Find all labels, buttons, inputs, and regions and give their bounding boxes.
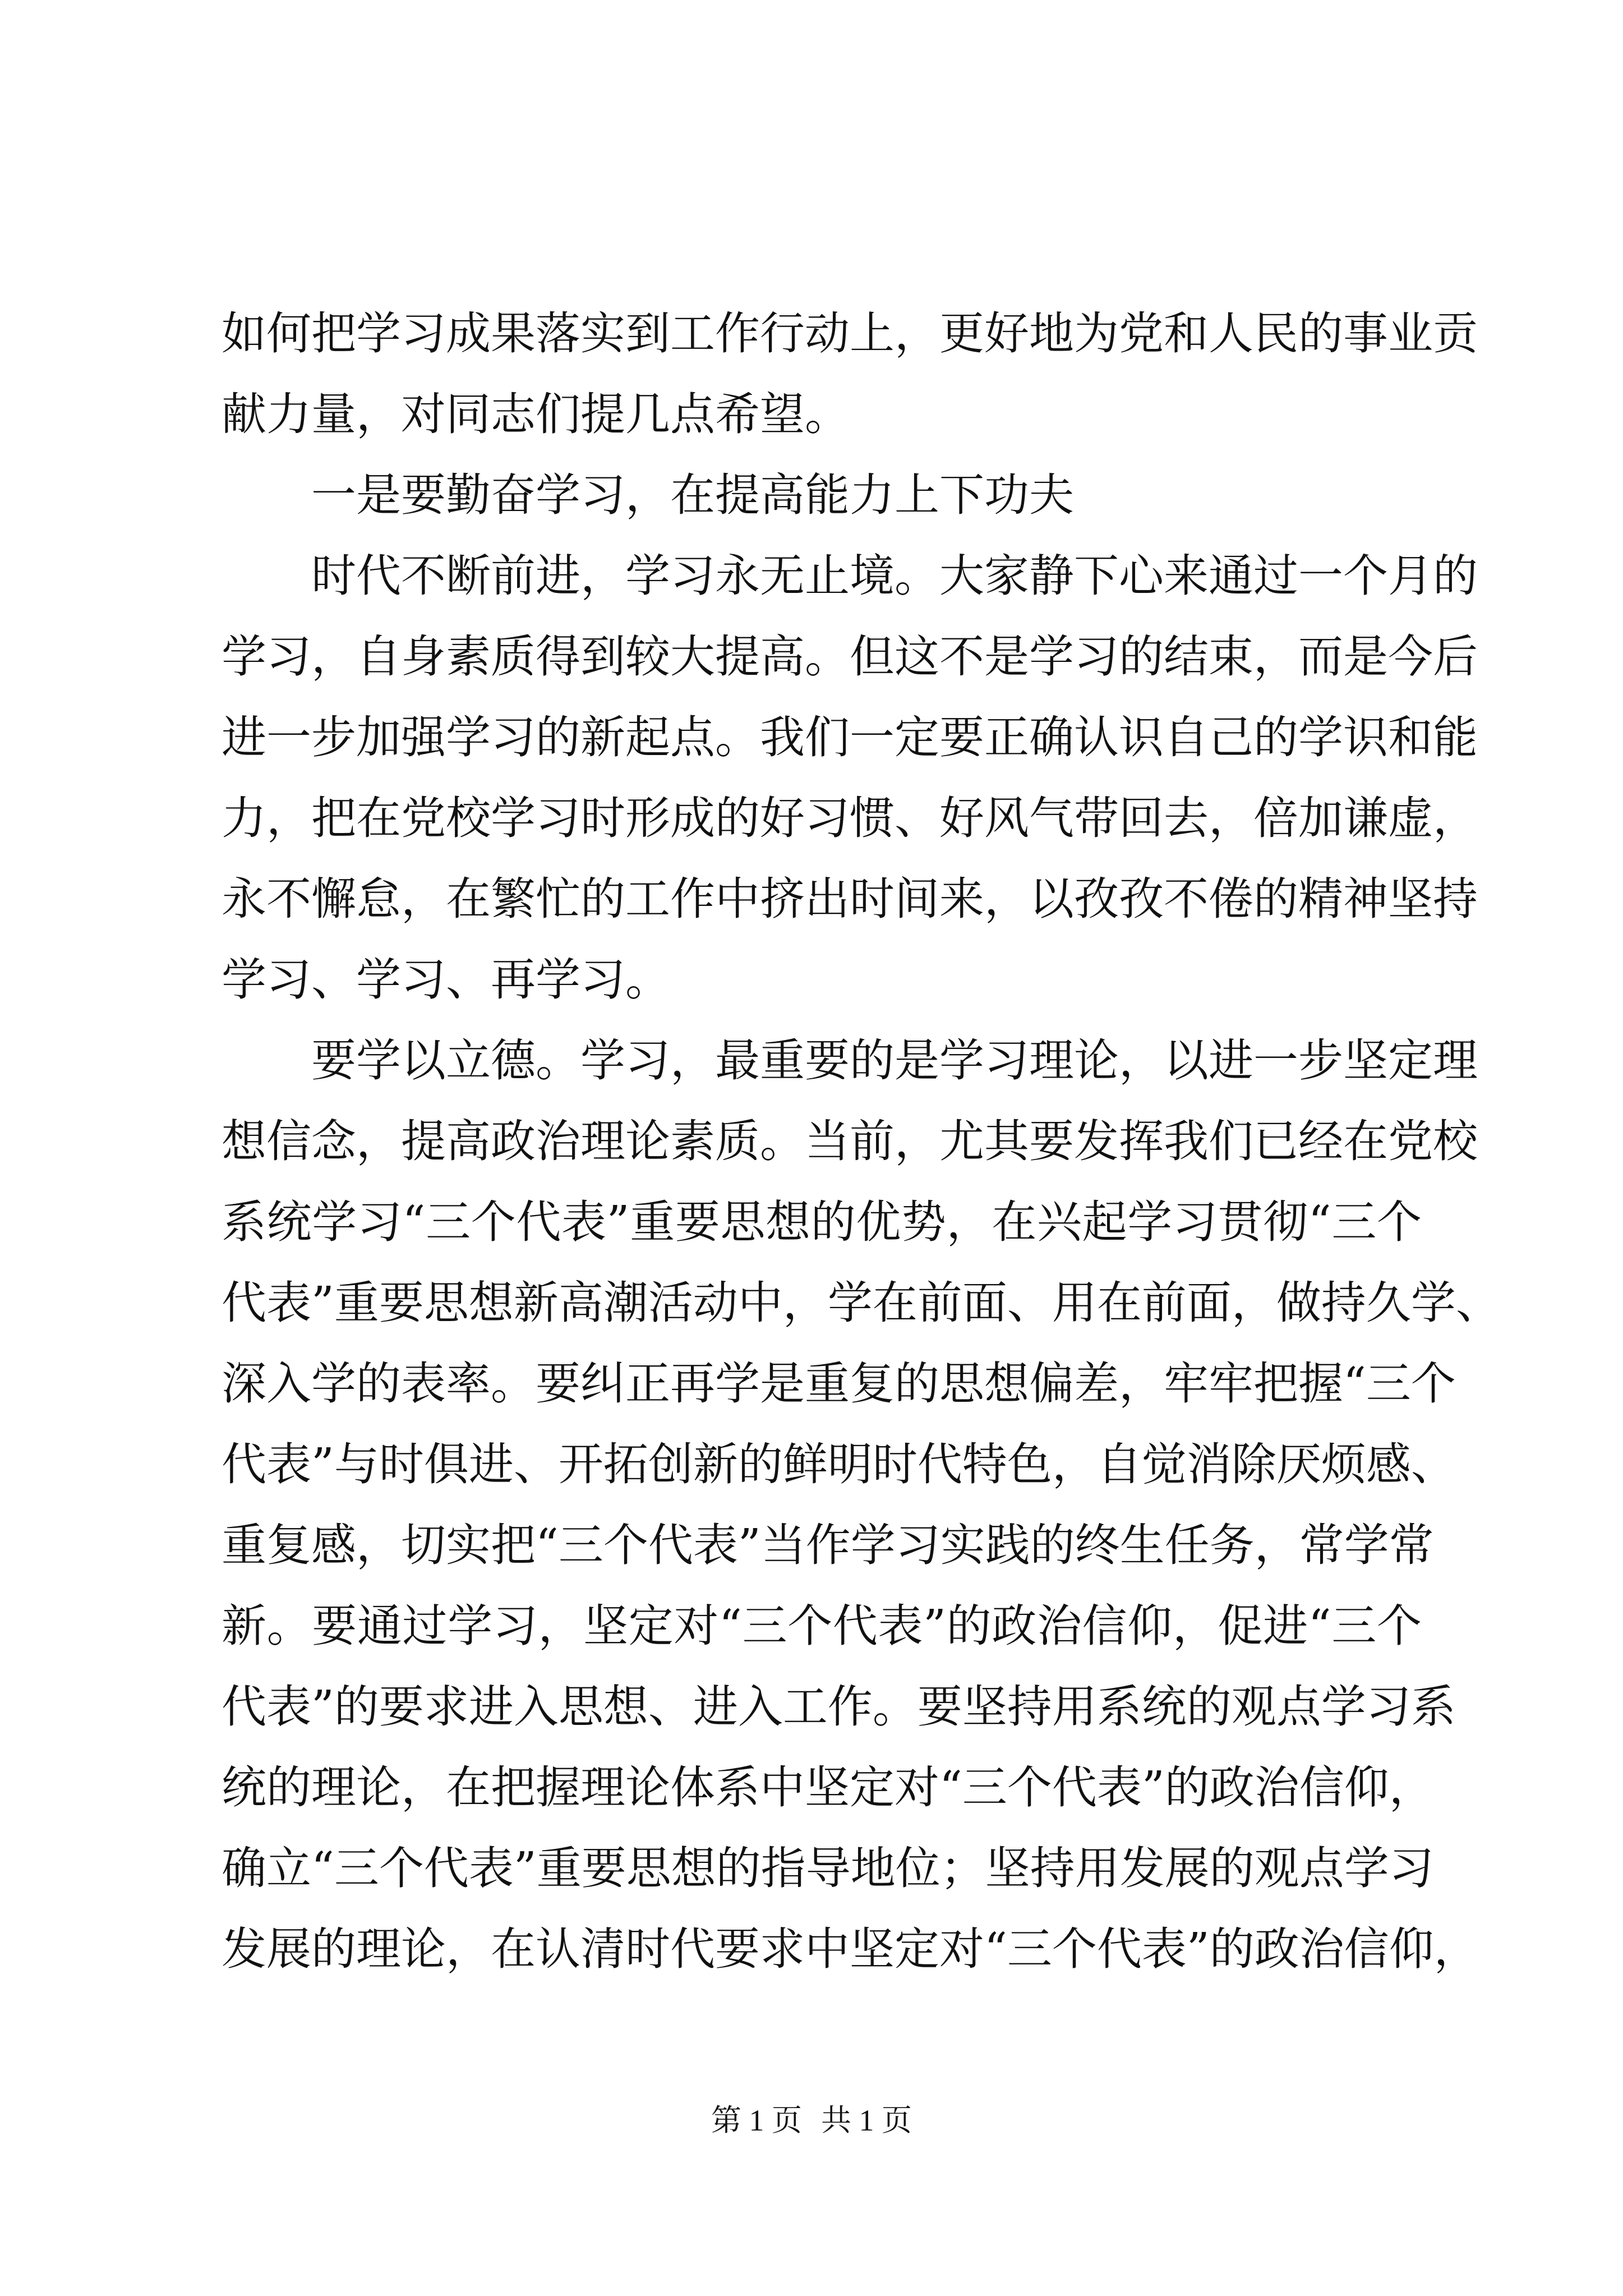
text-line: 新。要通过学习，坚定对“三个代表”的政治信仰，促进“三个 [222, 1600, 1422, 1652]
text-line: 想信念，提高政治理论素质。当前，尤其要发挥我们已经在党校 [222, 1115, 1478, 1167]
text-line: 永不懈怠，在繁忙的工作中挤出时间来，以孜孜不倦的精神坚持 [222, 873, 1478, 925]
text-line: 深入学的表率。要纠正再学是重复的思想偏差，牢牢把握“三个 [222, 1358, 1456, 1410]
text-line: 重复感，切实把“三个代表”当作学习实践的终生任务，常学常 [222, 1519, 1434, 1571]
text-line: 代表”与时俱进、开拓创新的鲜明时代特色，自觉消除厌烦感、 [222, 1438, 1456, 1490]
text-line: 要学以立德。学习，最重要的是学习理论，以进一步坚定理 [311, 1034, 1478, 1087]
text-line: 力，把在党校学习时形成的好习惯、好风气带回去，倍加谦虚， [222, 792, 1478, 844]
text-line: 一是要勤奋学习，在提高能力上下功夫 [311, 469, 1074, 521]
text-line: 如何把学习成果落实到工作行动上，更好地为党和人民的事业贡 [222, 307, 1478, 360]
text-line: 发展的理论，在认清时代要求中坚定对“三个代表”的政治信仰， [222, 1923, 1479, 1975]
text-line: 代表”的要求进入思想、进入工作。要坚持用系统的观点学习系 [222, 1681, 1456, 1733]
text-line: 代表”重要思想新高潮活动中，学在前面、用在前面，做持久学、 [222, 1277, 1501, 1329]
text-line: 进一步加强学习的新起点。我们一定要正确认识自己的学识和能 [222, 711, 1478, 763]
text-line: 学习、学习、再学习。 [222, 954, 670, 1006]
page-number: 第 1 页 [711, 2104, 802, 2137]
text-line: 确立“三个代表”重要思想的指导地位；坚持用发展的观点学习 [222, 1842, 1434, 1894]
text-line: 献力量，对同志们提几点希望。 [222, 388, 850, 440]
text-line: 时代不断前进，学习永无止境。大家静下心来通过一个月的 [311, 550, 1478, 602]
document-body [222, 293, 1501, 1990]
text-line: 系统学习“三个代表”重要思想的优势，在兴起学习贯彻“三个 [222, 1196, 1422, 1248]
page-footer [0, 2098, 1623, 2143]
text-line: 学习，自身素质得到较大提高。但这不是学习的结束，而是今后 [222, 631, 1478, 683]
page-total: 共 1 页 [821, 2104, 912, 2137]
text-line: 统的理论，在把握理论体系中坚定对“三个代表”的政治信仰， [222, 1761, 1434, 1814]
